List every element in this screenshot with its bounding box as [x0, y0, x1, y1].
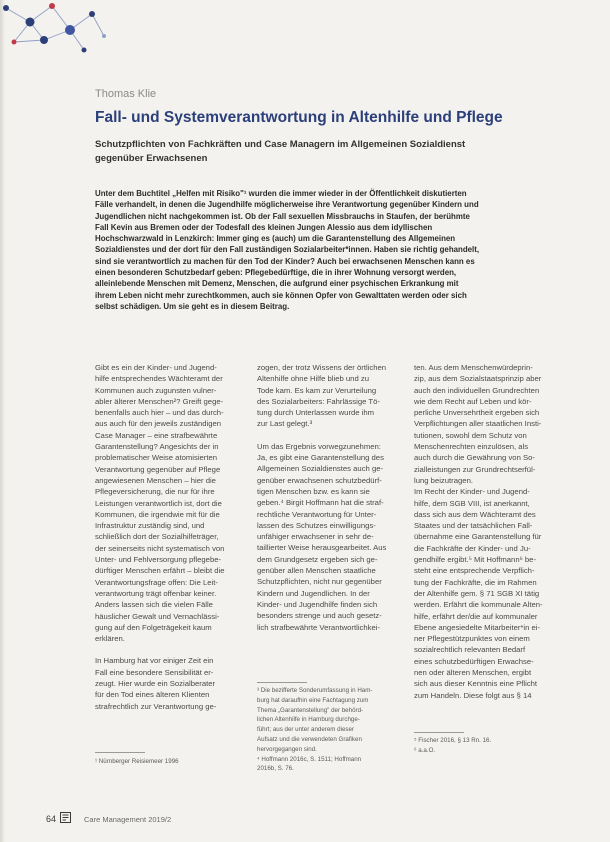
text-line: führt; aus der unter anderem dieser: [257, 726, 354, 734]
text-line: lichen Altenhilfe in Hamburg durchge-: [257, 716, 360, 724]
text-line: Hochschwarzwald in Lenzkirch: Immer ging es (auch) um die Garantenstellung des Allgemeinen: [95, 234, 456, 244]
text-line: erklären.: [95, 634, 125, 644]
article-abstract: [95, 188, 507, 312]
text-line: der seinerseits nicht systematisch von: [95, 543, 225, 553]
text-line: 2016b, S. 76.: [257, 765, 294, 773]
text-line: alleinlebende Menschen mit Demenz, Menschen, die aufgrund einer psychischen Erkrankung mit: [95, 279, 459, 289]
text-line: rechtliche Verantwortung für Unter-: [257, 509, 377, 519]
text-line: Fall Kevin aus Bremen oder der Todesfall des kleinen Jungen Alessio aus dem idyllischen: [95, 222, 433, 232]
text-line: übernahme eine Garantenstellung für: [414, 532, 542, 542]
text-line: für den Tod eines älteren Klienten: [95, 690, 210, 700]
text-line: zum Handeln. Diese folgt aus § 14: [414, 690, 532, 700]
body-column-2: [257, 362, 391, 633]
text-line: Thema „Garantenstellung" der behörd-: [257, 706, 364, 714]
text-line: Leistungen verantwortlich ist, dort die: [95, 498, 222, 508]
text-line: genüber erwachsenen schutzbedürf-: [257, 475, 382, 485]
text-line: Verantwortungsfrage offen: Die Leit-: [95, 577, 218, 587]
text-line: hilfe, erfährt der/die auf kommunaler: [414, 611, 538, 621]
text-line: aus auch für den jeweils zuständigen: [95, 419, 222, 429]
text-line: besonders strenge und auch gesetz-: [257, 611, 382, 621]
text-line: Allgemeinen Sozialdienstes auch ge-: [257, 464, 384, 474]
text-line: ⁵ Fischer 2016, § 13 Rn. 16.: [414, 737, 492, 744]
text-line: Tode kam. Es kam zur Verurteilung: [257, 385, 377, 395]
text-line: Kindern und Jugendlichen. In der: [257, 588, 370, 598]
logo-node: [40, 36, 48, 44]
text-line: wie dem Recht auf Leben und kör-: [414, 396, 532, 406]
paragraph: [95, 362, 238, 644]
article-title: Fall- und Systemverantwortung in Altenhilfe und Pflege: [95, 109, 503, 126]
footnote-rule: [414, 732, 464, 733]
text-line: Ebene angesiedelte Mitarbeiter*in ei-: [414, 622, 541, 632]
text-line: tigen Menschen bzw. es kann sie: [257, 486, 370, 496]
paragraph: [414, 486, 548, 701]
text-line: ³ Die bezifferte Sonderumfassung in Ham-: [257, 687, 373, 694]
footnotes-column-1: [95, 757, 179, 767]
logo-node: [65, 25, 75, 35]
text-line: Staates und der tatsächlichen Fall-: [414, 521, 533, 531]
footnote-rule: [257, 682, 307, 683]
text-line: ihrem Leben nicht mehr zurechtkommen, auch sie können Opfer von Gewalttaten werden oder sich: [95, 290, 467, 300]
text-line: Garantenstellung? Angesichts der in: [95, 442, 219, 452]
text-line: werden. Erfährt die kommunale Alten-: [414, 600, 543, 610]
journal-mark-icon: [60, 812, 71, 823]
text-line: Um das Ergebnis vorwegzunehmen:: [257, 441, 381, 451]
text-line: gung auf den Folgeträgekeit kaum: [95, 622, 212, 632]
text-line: der Altenhilfe gem. § 71 SGB XI tätig: [414, 588, 540, 598]
text-line: lassen des Schutzes einwilligungs-: [257, 520, 376, 530]
subtitle-line: Schutzpflichten von Fachkräften und Case Managern im Allgemeinen Sozialdienst: [95, 139, 466, 150]
text-line: sich aus dieser Kenntnis eine Pflicht: [414, 679, 538, 689]
text-line: problematischer Weise atomisierten: [95, 453, 218, 463]
text-line: Verantwortung gegenüber auf Pflege: [95, 464, 221, 474]
text-line: Im Recht der Kinder- und Jugend-: [414, 487, 530, 497]
text-line: auch durch die Gewährung von So-: [414, 453, 535, 463]
text-line: tutionen, sowohl dem Schutz von: [414, 430, 527, 440]
footnotes-column-3: [414, 736, 491, 756]
text-line: des Sozialarbeiters: Fahrlässige Tö-: [257, 396, 380, 406]
text-line: Kommunen auch zugunsten vulner-: [95, 385, 217, 395]
logo-node: [49, 3, 55, 9]
text-line: schließlich dort der Sozialhilfeträger,: [95, 532, 219, 542]
text-line: In Hamburg hat vor einiger Zeit ein: [95, 656, 214, 666]
footnote-rule: [95, 752, 145, 753]
text-line: selbst schädigen. Um sie geht es in diesem Beitrag.: [95, 301, 290, 311]
text-line: ner Pflegestützpunktes von einem: [414, 634, 530, 644]
paragraph: [257, 362, 391, 430]
text-line: burg hat daraufhin eine Fachtagung zum: [257, 696, 369, 704]
text-line: benenfalls auch hier – und das durch-: [95, 408, 224, 418]
logo-node: [3, 5, 9, 11]
text-line: steht eine entsprechende Verpflich-: [414, 566, 535, 576]
text-line: hilfe, dem SGB VIII, ist anerkannt,: [414, 498, 530, 508]
text-line: gendhilfe ergibt.⁵ Mit Hoffmann⁶ be-: [414, 555, 537, 565]
text-line: ¹ Nürnberger Reisiemeer 1996: [95, 758, 179, 765]
text-line: Kommunen, die irgendwie mit für die: [95, 509, 220, 519]
text-line: Fall eine besondere Sensibilität er-: [95, 667, 214, 677]
text-line: hervorgegangen sind.: [257, 745, 317, 753]
text-line: verantwortung trägt offenbar keiner.: [95, 588, 217, 598]
text-line: ⁶ a.a.O.: [414, 746, 436, 754]
text-line: Gibt es ein der Kinder- und Jugend-: [95, 363, 217, 372]
logo-node: [89, 11, 95, 17]
body-column-1: [95, 362, 238, 712]
text-line: häuslicher Gewalt und Vernachlässi-: [95, 611, 220, 621]
text-line: dürftiger Menschen erfährt – bleibt die: [95, 566, 225, 576]
text-line: Kinder- und Jugendhilfe finden sich: [257, 599, 378, 609]
text-line: zip, aus dem Sozialstaatsprinzip aber: [414, 374, 542, 384]
text-line: taillierter Weise herausgearbeitet. Aus: [257, 543, 387, 553]
text-line: Menschenrechten einzulösen, als: [414, 442, 529, 452]
text-line: abler älterer Menschen²? Greift gege-: [95, 396, 224, 406]
text-line: Fälle verhandelt, in denen die Jugendhilfe möglicherweise ihre Verantwortung gegenüber Kindern und: [95, 200, 479, 210]
text-line: nen oder älteren Menschen, ergibt: [414, 668, 532, 678]
text-line: Unter- und Fehlversorgung pflegebe-: [95, 555, 222, 565]
text-line: geben.⁴ Birgit Hoffmann hat die straf-: [257, 498, 384, 508]
text-line: genüber allen Menschen staatliche: [257, 566, 376, 576]
text-line: Anders lassen sich die vielen Fälle: [95, 600, 213, 610]
text-line: zur Last gelegt.³: [257, 419, 313, 429]
text-line: Schutzpflichten, nicht nur gegenüber: [257, 577, 382, 587]
text-line: lich strafbewährte Verantwortlichkei-: [257, 622, 381, 632]
journal-name: Care Management 2019/2: [84, 815, 172, 824]
page-edge: [0, 0, 5, 842]
page-number: 64: [46, 814, 57, 824]
text-line: Case Manager – eine strafbewährte: [95, 430, 218, 440]
text-line: dem Grundgesetz ergeben sich ge-: [257, 554, 378, 564]
text-line: unfähiger erwachsener in sehr de-: [257, 532, 374, 542]
text-line: Verpflichtungen aller staatlichen Insti-: [414, 419, 542, 429]
text-line: strafrechtlich zur Verantwortung ge-: [95, 701, 217, 711]
paragraph: [257, 441, 391, 633]
text-line: Jugendlichen nicht nachgekommen ist. Ob der Fall sexuellen Missbrauchs in Staufen, der berühmte: [95, 211, 470, 221]
text-line: tung der Fachkräfte, die im Rahmen: [414, 577, 537, 587]
paragraph: [95, 655, 238, 711]
paragraph: [414, 362, 548, 486]
footnotes-column-2: [257, 686, 372, 774]
logo-node: [102, 34, 106, 38]
logo-node: [82, 48, 87, 53]
text-line: zeugt. Hier wurde ein Sozialberater: [95, 679, 216, 689]
text-line: auch den individuellen Grundrechten: [414, 385, 540, 395]
text-line: zogen, der trotz Wissens der örtlichen: [257, 363, 387, 372]
text-line: einen besonderen Schutzbedarf geben: Pflegebedürftige, die in ihrer Wohnung versorgt werden,: [95, 268, 457, 278]
text-line: angewiesenen Menschen – hier die: [95, 475, 216, 485]
text-line: ten. Aus dem Menschenwürdeprin-: [414, 363, 533, 372]
text-line: Infrastruktur zuständig sind, und: [95, 521, 205, 531]
text-line: zialleistungen zur Grundrechtserfül-: [414, 464, 536, 474]
text-line: Sozialdienstes und der dort für den Fall zuständigen Sozialarbeiter*innen. Haben sie richtig gehandelt,: [95, 245, 480, 255]
text-line: Pflegeversicherung, die nur für ihre: [95, 487, 215, 497]
text-line: lung beizutragen.: [414, 475, 473, 485]
text-line: sind sie verantwortlich zu machen für den Tod der Kinder? Auch bei erwachsenen Menschen kann es: [95, 256, 475, 266]
text-line: perliche Unversehrtheit ergeben sich: [414, 408, 540, 418]
logo-node: [26, 18, 35, 27]
logo-node: [12, 40, 17, 45]
body-column-3: [414, 362, 548, 701]
article-subtitle: [95, 138, 475, 166]
text-line: Unter dem Buchtitel „Helfen mit Risiko"¹ wurden die immer wieder in der Öffentlichkeit diskutierten: [95, 189, 467, 198]
network-logo-graphic: [0, 0, 110, 58]
article-author: Thomas Klie: [95, 88, 157, 100]
text-line: die Fachkräfte der Kinder- und Ju-: [414, 543, 531, 553]
text-line: ⁴ Hoffmann 2016c, S. 1511; Hoffmann: [257, 755, 362, 763]
text-line: dass sich aus dem Wächteramt des: [414, 509, 536, 519]
text-line: Ja, es gibt eine Garantenstellung des: [257, 453, 384, 463]
text-line: eines schutzbedürftigen Erwachse-: [414, 656, 534, 666]
text-line: Altenhilfe ohne Hilfe blieb und zu: [257, 374, 369, 384]
text-line: tung durch Unterlassen wurde ihm: [257, 408, 375, 418]
text-line: hilfe entsprechendes Wächteramt der: [95, 374, 223, 384]
text-line: Aufsatz und die verwendeten Grafiken: [257, 735, 362, 743]
text-line: sozialrechtlich relevanten Bedarf: [414, 645, 526, 655]
subtitle-line: gegenüber Erwachsenen: [95, 153, 208, 164]
